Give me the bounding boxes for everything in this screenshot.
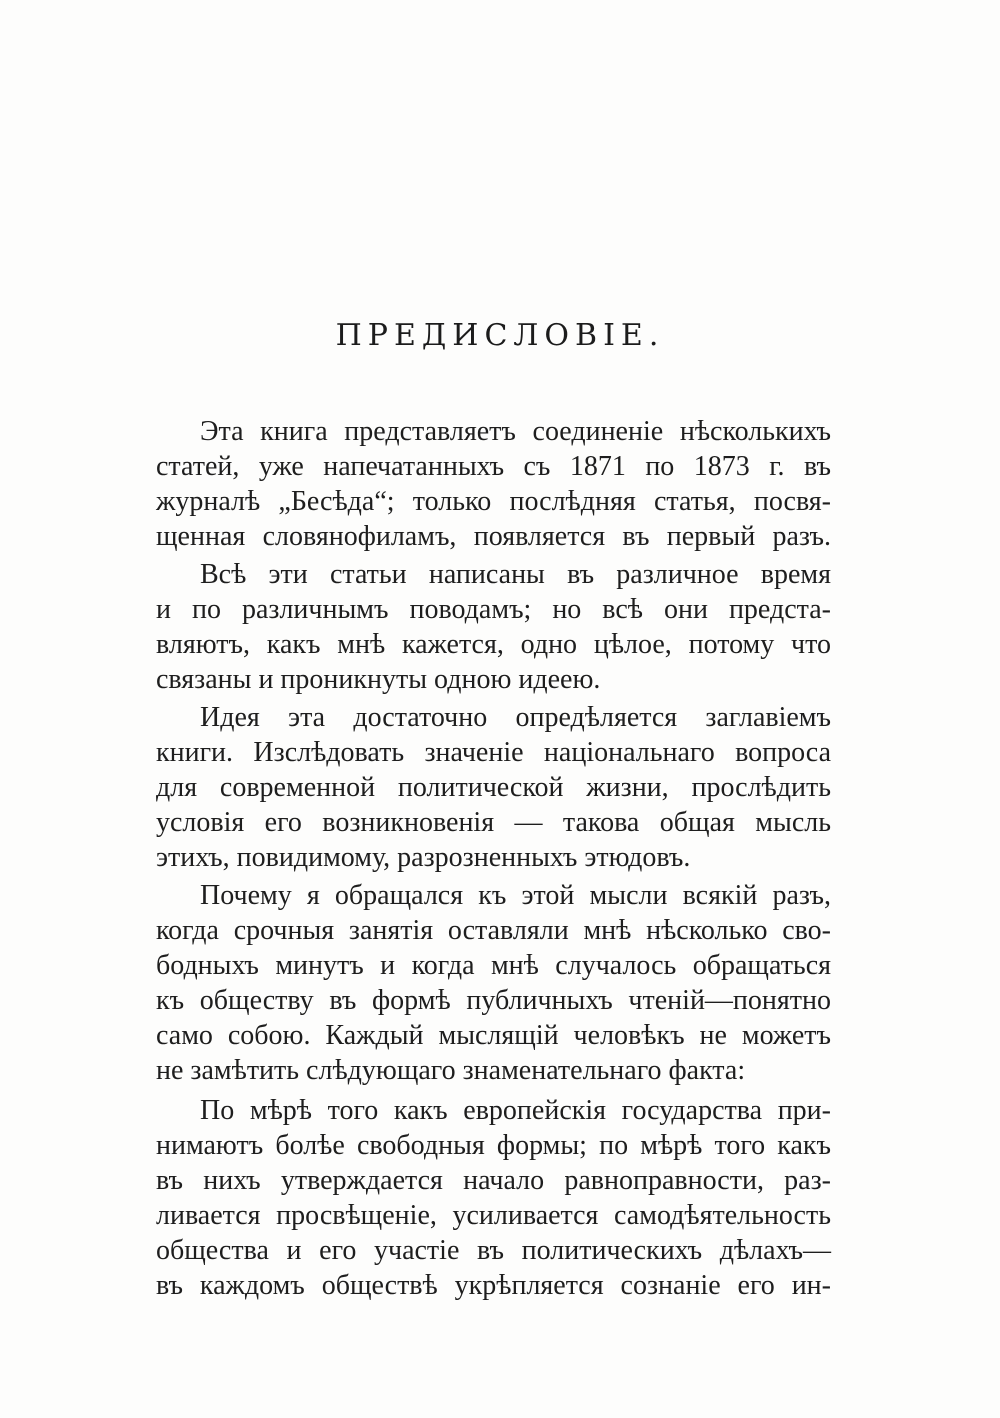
text-line: для современной политической жизни, прослѣдить — [156, 772, 831, 803]
text-line: По мѣрѣ того какъ европейскія государства при- — [200, 1095, 831, 1126]
text-line: въ нихъ утверждается начало равноправности, раз- — [156, 1165, 831, 1196]
text-line: вляютъ, какъ мнѣ кажется, одно цѣлое, потому что — [156, 629, 831, 660]
text-line: щенная словянофиламъ, появляется въ первый разъ. — [156, 521, 831, 552]
text-line: условія его возникновенія — такова общая мысль — [156, 807, 831, 838]
text-line: когда срочныя занятія оставляли мнѣ нѣсколько сво- — [156, 915, 831, 946]
text-line: журналѣ „Бесѣда“; только послѣдняя статья, посвя- — [156, 486, 831, 517]
text-line: Всѣ эти статьи написаны въ различное время — [200, 559, 831, 590]
text-line: ливается просвѣщеніе, усиливается самодѣятельность — [156, 1200, 831, 1231]
text-line: этихъ, повидимому, разрозненныхъ этюдовъ. — [156, 842, 691, 873]
text-line: и по различнымъ поводамъ; но всѣ они предста- — [156, 594, 831, 625]
page-title: ПРЕДИСЛОВІЕ. — [335, 318, 665, 353]
text-line: книги. Изслѣдовать значеніе національнаго вопроса — [156, 737, 831, 768]
text-line: къ обществу въ формѣ публичныхъ чтеній—понятно — [156, 985, 831, 1016]
text-line: бодныхъ минутъ и когда мнѣ случалось обращаться — [156, 950, 831, 981]
text-line: Идея эта достаточно опредѣляется заглавіемъ — [200, 702, 831, 733]
text-line: въ каждомъ обществѣ укрѣпляется сознаніе его ин- — [156, 1270, 831, 1301]
text-line: общества и его участіе въ политическихъ дѣлахъ— — [156, 1235, 831, 1266]
text-line: нимаютъ болѣе свободныя формы; по мѣрѣ того какъ — [156, 1130, 831, 1161]
text-line: не замѣтить слѣдующаго знаменательнаго факта: — [156, 1055, 746, 1086]
text-line: Эта книга представляетъ соединеніе нѣсколькихъ — [200, 416, 831, 447]
text-line: статей, уже напечатанныхъ съ 1871 по 1873 г. въ — [156, 451, 831, 482]
text-line: связаны и проникнуты одною идеею. — [156, 664, 601, 695]
text-line: само собою. Каждый мыслящій человѣкъ не можетъ — [156, 1020, 831, 1051]
text-line: Почему я обращался къ этой мысли всякій разъ, — [200, 880, 831, 911]
